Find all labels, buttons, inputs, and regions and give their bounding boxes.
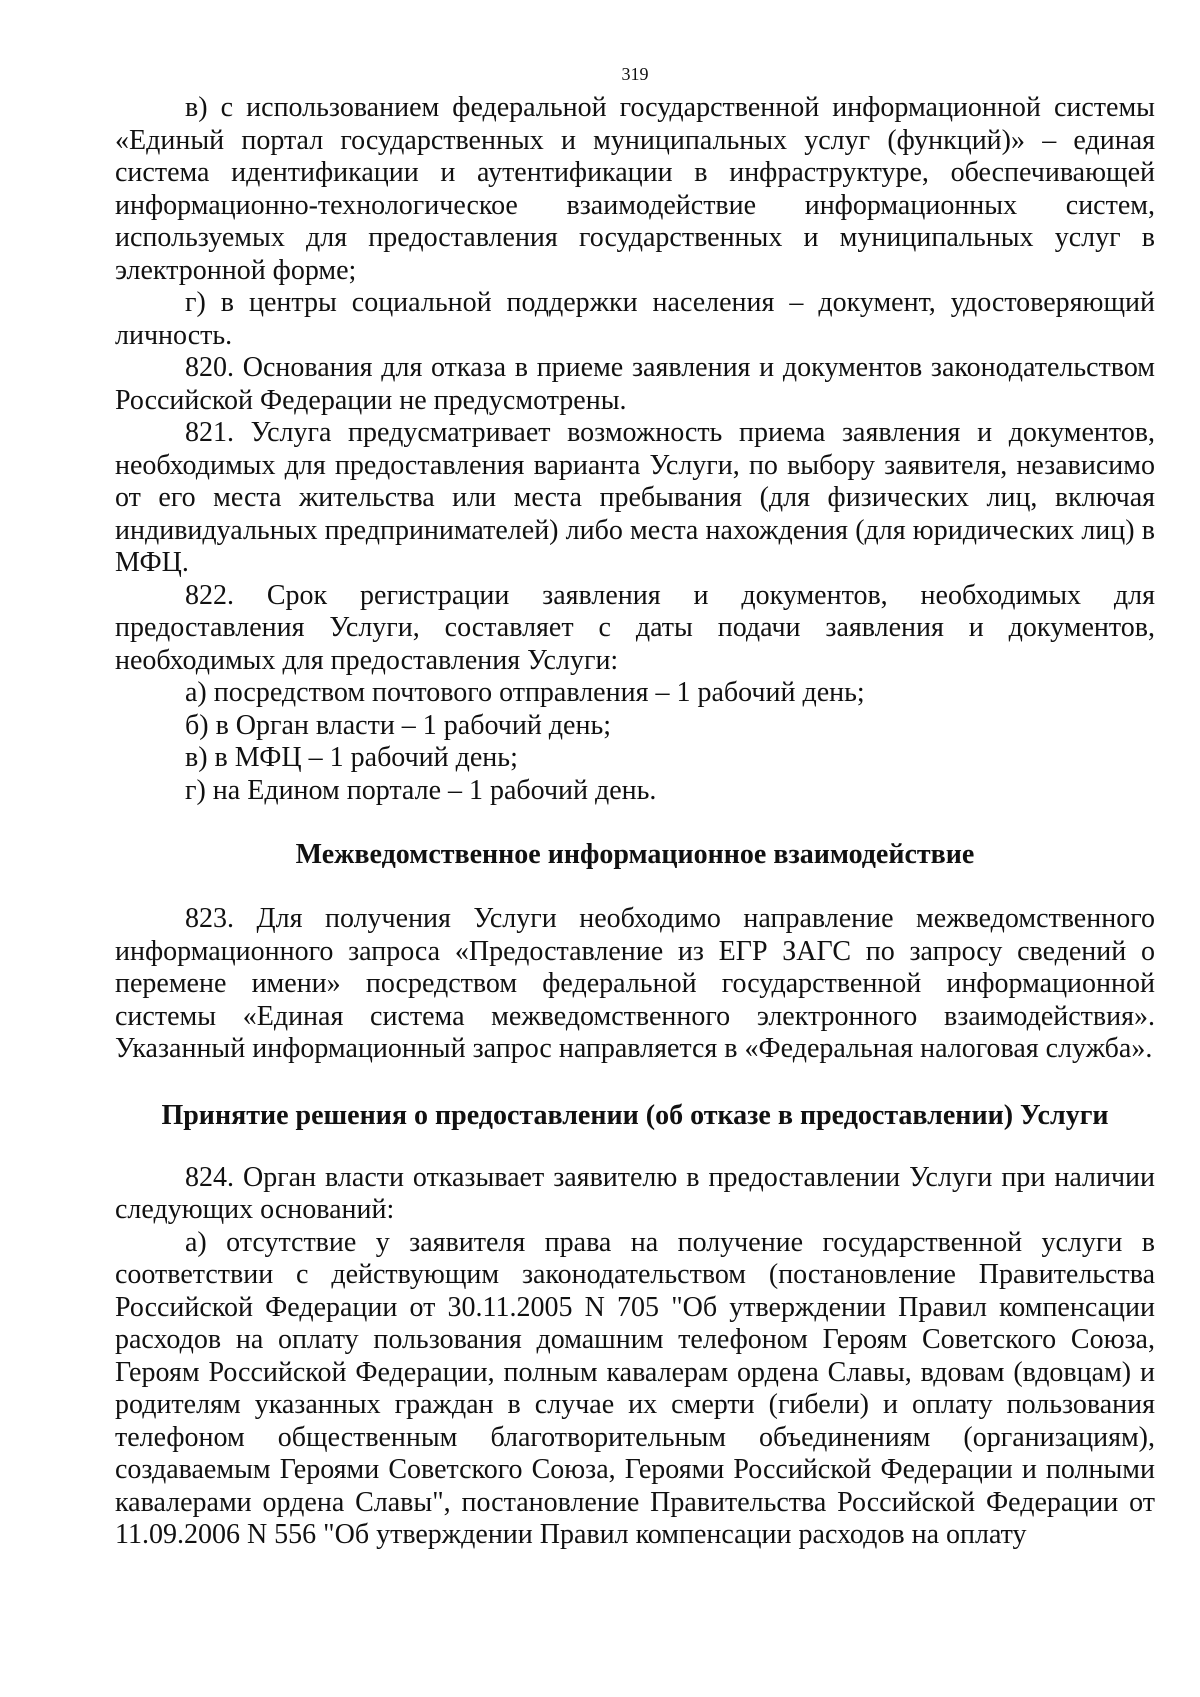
list-item-v-mfc: в) в МФЦ – 1 рабочий день;: [185, 742, 518, 773]
paragraph-824-a: а) отсутствие у заявителя права на получение государственной услуги в соответствии с действующим законодательством (постановление Правительства Российской Федерации от 30.11.2005 N 705 "Об утверждении Правил компенсации расходов на оплату пользования домашним телефоном Героям Советского Союза, Героям Российской Федерации, полным кавалерам ордена Славы, вдовам (вдовцам) и родителям указанных граждан в случае их смерти (гибели) и оплату пользования телефоном общественным благотворительным объединениям (организациям), создаваемым Героями Советского Союза, Героями Российской Федерации и полными кавалерами ордена Славы", постановление Правительства Российской Федерации от 11.09.2006 N 556 "Об утверждении Правил компенсации расходов на оплату: [115, 1226, 1155, 1550]
paragraph-v-gosuslugi: в) с использованием федеральной государственной информационной системы «Единый портал государственных и муниципальных услуг (функций)» – единая система идентификации и аутентификации в инфраструктуре, обеспечивающей информационно-технологическое взаимодействие информационных систем, используемых для предоставления государственных и муниципальных услуг в электронной форме;: [115, 92, 1155, 286]
document-page: [115, 62, 1155, 1552]
paragraph-821: 821. Услуга предусматривает возможность приема заявления и документов, необходимых для предоставления варианта Услуги, по выбору заявителя, независимо от его места жительства или места пребывания (для физических лиц, включая индивидуальных предпринимателей) либо места нахождения (для юридических лиц) в МФЦ.: [115, 417, 1155, 578]
paragraph-g-social-centers: г) в центры социальной поддержки населения – документ, удостоверяющий личность.: [115, 287, 1155, 351]
paragraph-820: 820. Основания для отказа в приеме заявления и документов законодательством Российской Федерации не предусмотрены.: [115, 352, 1155, 416]
paragraph-823: 823. Для получения Услуги необходимо направление межведомственного информационного запроса «Предоставление из ЕГР ЗАГС по запросу сведений о перемене имени» посредством федеральной государственной информационной системы «Единая система межведомственного электронного взаимодействия». Указанный информационный запрос направляется в «Федеральная налоговая служба».: [115, 903, 1155, 1064]
list-item-b-authority: б) в Орган власти – 1 рабочий день;: [185, 709, 612, 741]
section-heading-decision: Принятие решения о предоставлении (об отказе в предоставлении) Услуги: [161, 1099, 1109, 1131]
paragraph-822: 822. Срок регистрации заявления и документов, необходимых для предоставления Услуги, составляет с даты подачи заявления и документов, необходимых для предоставления Услуги:: [115, 579, 1155, 676]
section-heading-interagency: Межведомственное информационное взаимодействие: [295, 839, 975, 870]
paragraph-824: 824. Орган власти отказывает заявителю в предоставлении Услуги при наличии следующих оснований:: [115, 1161, 1155, 1225]
list-item-a-post: а) посредством почтового отправления – 1 рабочий день;: [185, 677, 865, 708]
list-item-g-portal: г) на Едином портале – 1 рабочий день.: [185, 774, 657, 806]
page-number: 319: [621, 64, 649, 84]
